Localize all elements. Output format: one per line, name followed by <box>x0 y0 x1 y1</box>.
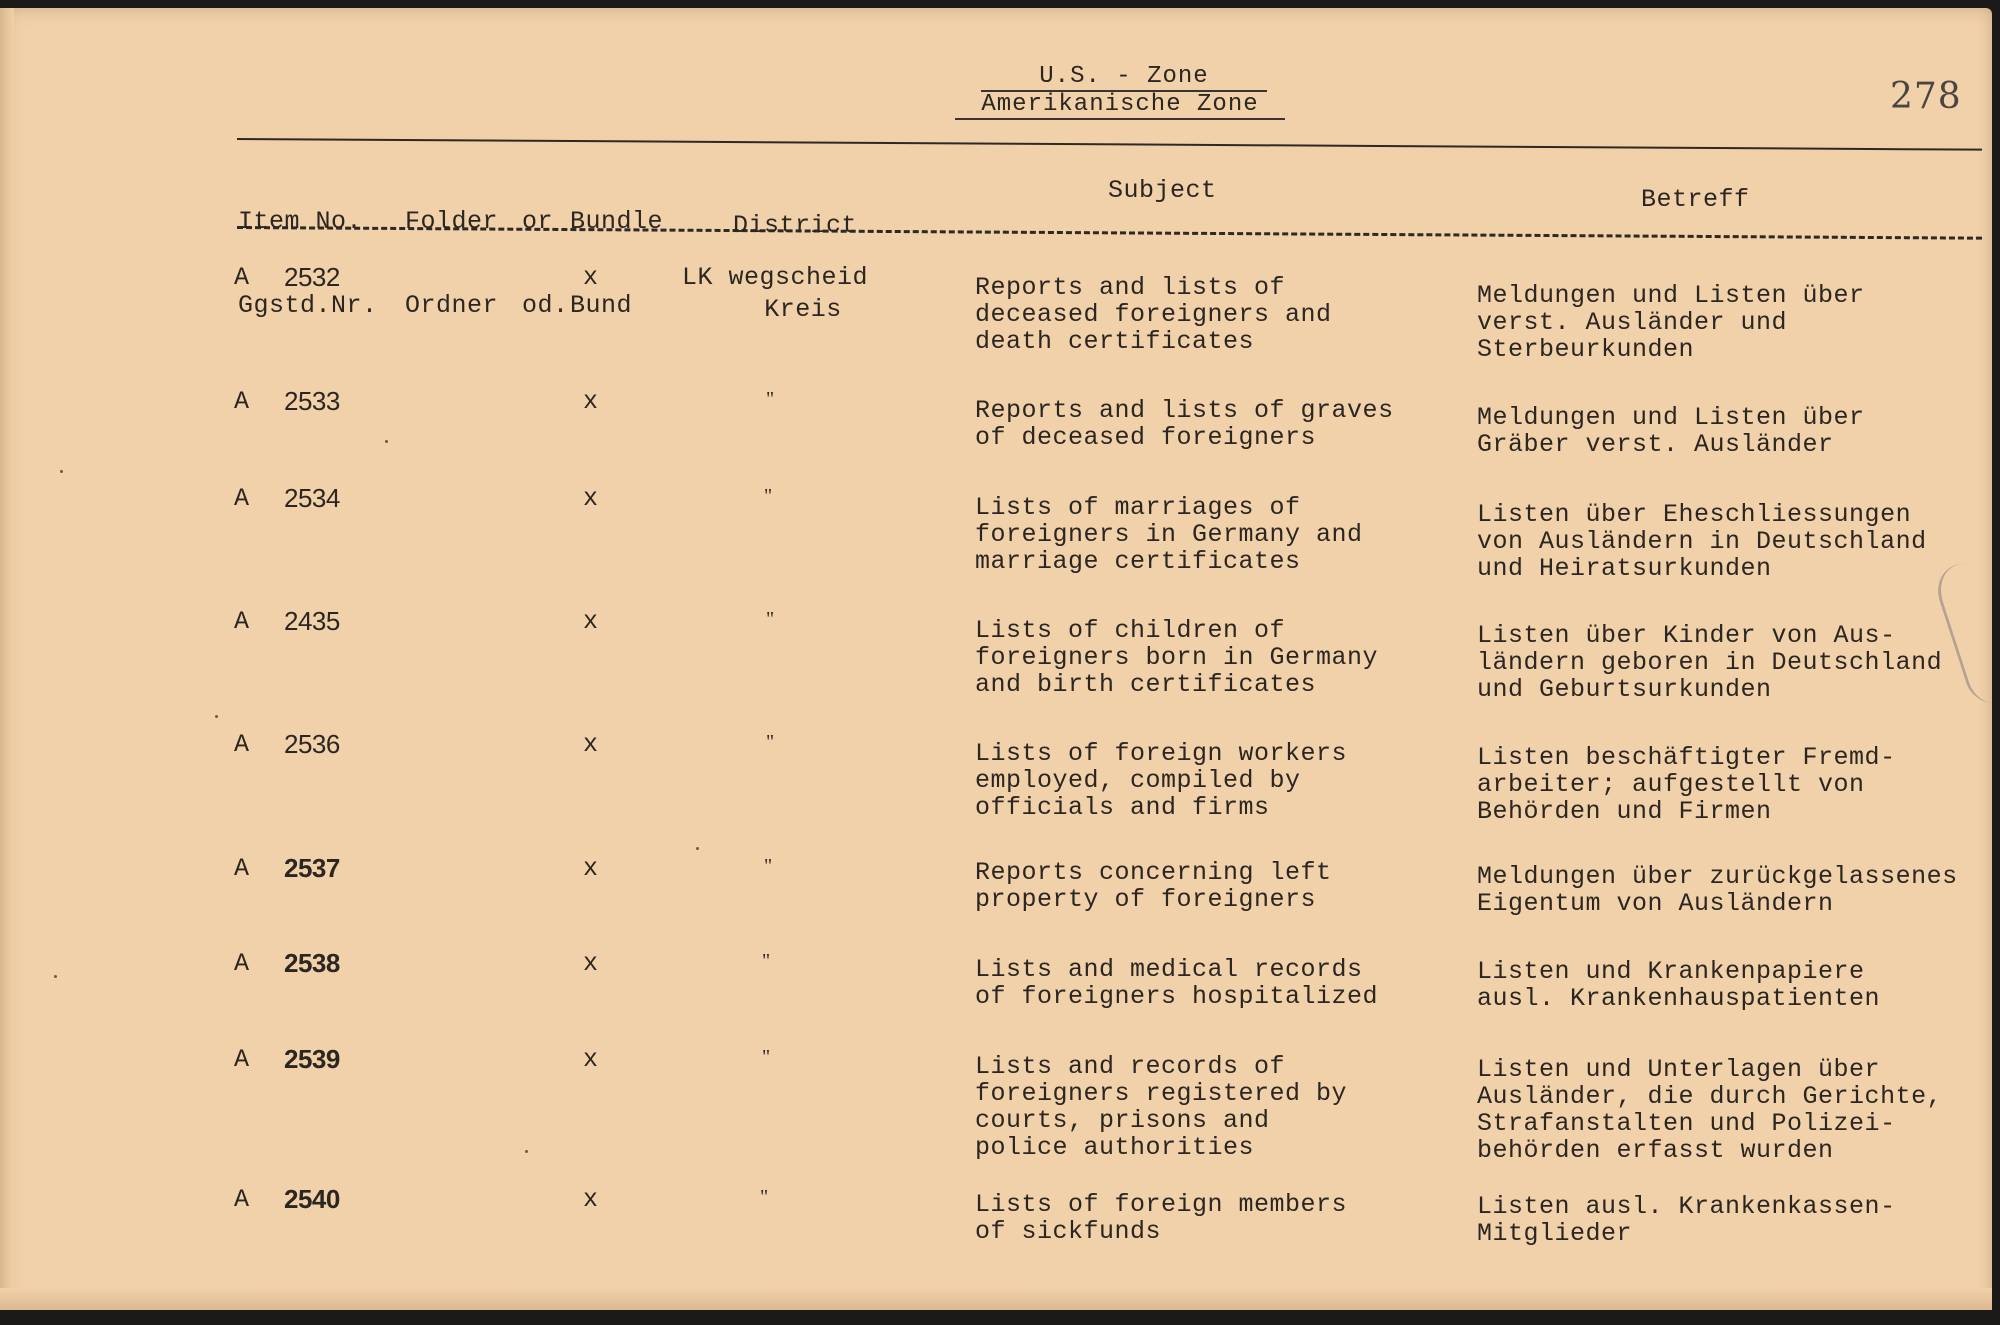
row-prefix: A <box>234 263 250 292</box>
header-district-en: District <box>733 211 858 240</box>
header-subject: Subject <box>1108 176 1217 205</box>
betreff-text: Listen ausl. Krankenkassen- Mitglieder <box>1477 1192 1896 1248</box>
subject-text: Reports and lists of graves of deceased foreigners <box>975 396 1394 452</box>
paper-speck <box>60 470 63 473</box>
betreff-text: Listen über Kinder von Aus- ländern geboren in Deutschland und Geburtsurkunden <box>1477 621 1943 704</box>
district-ditto: " <box>766 388 775 410</box>
row-prefix: A <box>234 1045 250 1074</box>
subject-text: Lists and medical records of foreigners hospitalized <box>975 955 1379 1011</box>
header-betreff: Betreff <box>1641 185 1750 214</box>
item-number: 2538 <box>284 948 340 978</box>
betreff-text: Listen und Krankenpapiere ausl. Krankenhauspatienten <box>1477 957 1881 1013</box>
row-prefix: A <box>234 949 250 978</box>
betreff-text: Meldungen über zurückgelassenes Eigentum von Ausländern <box>1477 862 1958 918</box>
paper-speck <box>54 975 57 978</box>
bundle-mark: x <box>583 607 599 636</box>
district-ditto: " <box>762 1046 771 1068</box>
header-bundle-en: Bundle <box>570 207 664 236</box>
row-prefix: A <box>234 607 250 636</box>
district-ditto: " <box>760 1186 769 1208</box>
district-ditto: " <box>766 731 775 753</box>
row-prefix: A <box>234 484 250 513</box>
subject-text: Lists of children of foreigners born in Germany and birth certificates <box>975 616 1379 699</box>
bundle-mark: x <box>583 730 599 759</box>
page-bottom-shadow <box>0 1288 1992 1310</box>
bundle-mark: x <box>583 387 599 416</box>
item-number: 2435 <box>284 606 340 636</box>
page-left-shadow <box>0 8 14 1310</box>
paper-speck <box>215 715 218 718</box>
bundle-mark: x <box>583 484 599 513</box>
paper-speck <box>696 847 699 850</box>
bundle-mark: x <box>583 854 599 883</box>
header-folder-de: Ordner <box>405 291 499 320</box>
district-ditto: " <box>766 608 775 630</box>
paper-speck <box>525 1150 528 1153</box>
page-number: 278 <box>1890 76 1962 117</box>
paper-speck <box>385 440 388 443</box>
subject-text: Lists and records of foreigners registered by courts, prisons and police authorities <box>975 1052 1348 1162</box>
item-number: 2532 <box>284 262 340 292</box>
bundle-mark: x <box>583 1185 599 1214</box>
betreff-text: Meldungen und Listen über verst. Ausländer und Sterbeurkunden <box>1477 281 1865 364</box>
row-prefix: A <box>234 1185 250 1214</box>
item-number: 2534 <box>284 483 340 513</box>
bundle-mark: x <box>583 949 599 978</box>
row-prefix: A <box>234 730 250 759</box>
subject-text: Reports concerning left property of foreigners <box>975 858 1332 914</box>
betreff-text: Listen und Unterlagen über Ausländer, die durch Gerichte, Strafanstalten und Polizei- behörden erfasst wurden <box>1477 1055 1943 1165</box>
bundle-mark: x <box>583 1045 599 1074</box>
betreff-text: Listen beschäftigter Fremd- arbeiter; aufgestellt von Behörden und Firmen <box>1477 743 1896 826</box>
bundle-mark: x <box>583 263 599 292</box>
item-number: 2533 <box>284 386 340 416</box>
item-number: 2539 <box>284 1044 340 1074</box>
item-number: 2536 <box>284 729 340 759</box>
subject-text: Reports and lists of deceased foreigners and death certificates <box>975 273 1332 356</box>
header-or-en: or <box>522 207 554 236</box>
header-district-de: Kreis <box>764 295 842 324</box>
district-ditto: " <box>764 855 773 877</box>
zone-title-english: U.S. - Zone <box>981 64 1267 92</box>
header-folder <box>405 152 498 376</box>
district: LK wegscheid <box>682 263 869 292</box>
header-item-no-de: Ggstd.Nr. <box>238 291 378 320</box>
row-prefix: A <box>234 387 250 416</box>
header-item-no-en: Item No. <box>238 207 363 236</box>
subject-text: Lists of marriages of foreigners in Germany and marriage certificates <box>975 493 1363 576</box>
district-ditto: " <box>764 485 773 507</box>
district-ditto: " <box>762 950 771 972</box>
subject-text: Lists of foreign workers employed, compiled by officials and firms <box>975 739 1348 822</box>
item-number: 2537 <box>284 853 340 883</box>
header-or-de: od. <box>522 291 569 320</box>
betreff-text: Meldungen und Listen über Gräber verst. Ausländer <box>1477 403 1865 459</box>
betreff-text: Listen über Eheschliessungen von Ausländern in Deutschland und Heiratsurkunden <box>1477 500 1927 583</box>
subject-text: Lists of foreign members of sickfunds <box>975 1190 1348 1246</box>
zone-title <box>955 64 1285 120</box>
item-number: 2540 <box>284 1184 340 1214</box>
zone-title-german: Amerikanische Zone <box>955 92 1285 120</box>
header-bundle-de: Bund <box>570 291 633 320</box>
header-folder-en: Folder <box>405 207 499 236</box>
row-prefix: A <box>234 854 250 883</box>
